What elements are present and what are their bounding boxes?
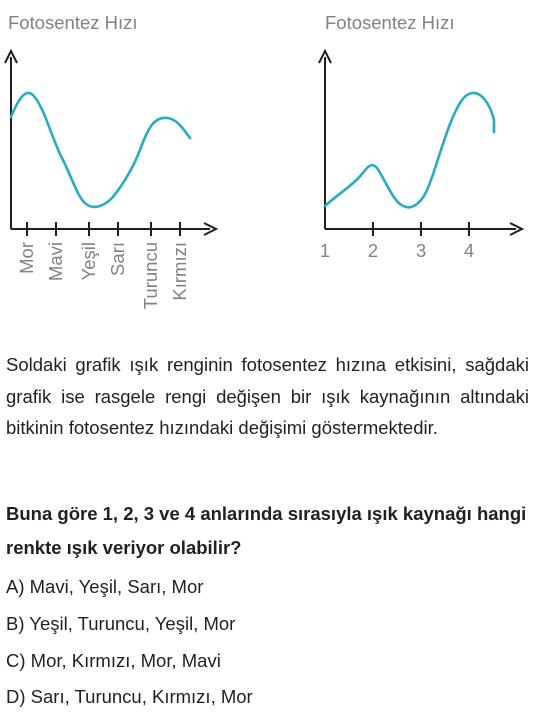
left-y-axis-title: Fotosentez Hızı bbox=[8, 12, 138, 33]
right-x-label-3: 3 bbox=[415, 240, 427, 261]
option-d[interactable]: D) Sarı, Turuncu, Kırmızı, Mor bbox=[6, 686, 253, 707]
left-curve bbox=[11, 93, 190, 207]
right-y-axis-title: Fotosentez Hızı bbox=[325, 12, 455, 33]
left-x-label-sari: Sarı bbox=[107, 242, 128, 276]
left-x-label-turuncu: Turuncu bbox=[140, 242, 161, 310]
right-x-label-4: 4 bbox=[463, 240, 475, 261]
left-graph bbox=[0, 0, 270, 340]
right-x-label-2: 2 bbox=[367, 240, 379, 261]
left-x-label-kirmizi: Kırmızı bbox=[169, 242, 190, 301]
right-curve bbox=[325, 93, 494, 207]
option-b[interactable]: B) Yeşil, Turuncu, Yeşil, Mor bbox=[6, 613, 236, 634]
option-a[interactable]: A) Mavi, Yeşil, Sarı, Mor bbox=[6, 576, 204, 597]
left-x-label-mor: Mor bbox=[16, 242, 37, 274]
question-prompt: Buna göre 1, 2, 3 ve 4 anlarında sırasıyla ışık kaynağı hangi renkte ışık veriyor olabilir? bbox=[6, 503, 527, 558]
right-graph bbox=[300, 0, 535, 270]
left-x-label-yesil: Yeşil bbox=[78, 242, 99, 281]
question-paragraph: Soldaki grafik ışık renginin fotosentez hızına etkisini, sağdaki grafik ise rasgele rengi değişen bir ışık kaynağının altındaki bitkinin fotosentez hızındaki değişimi göstermektedir. bbox=[6, 354, 529, 438]
option-c[interactable]: C) Mor, Kırmızı, Mor, Mavi bbox=[6, 650, 221, 671]
left-x-label-mavi: Mavi bbox=[45, 242, 66, 282]
right-x-label-1: 1 bbox=[319, 240, 331, 261]
